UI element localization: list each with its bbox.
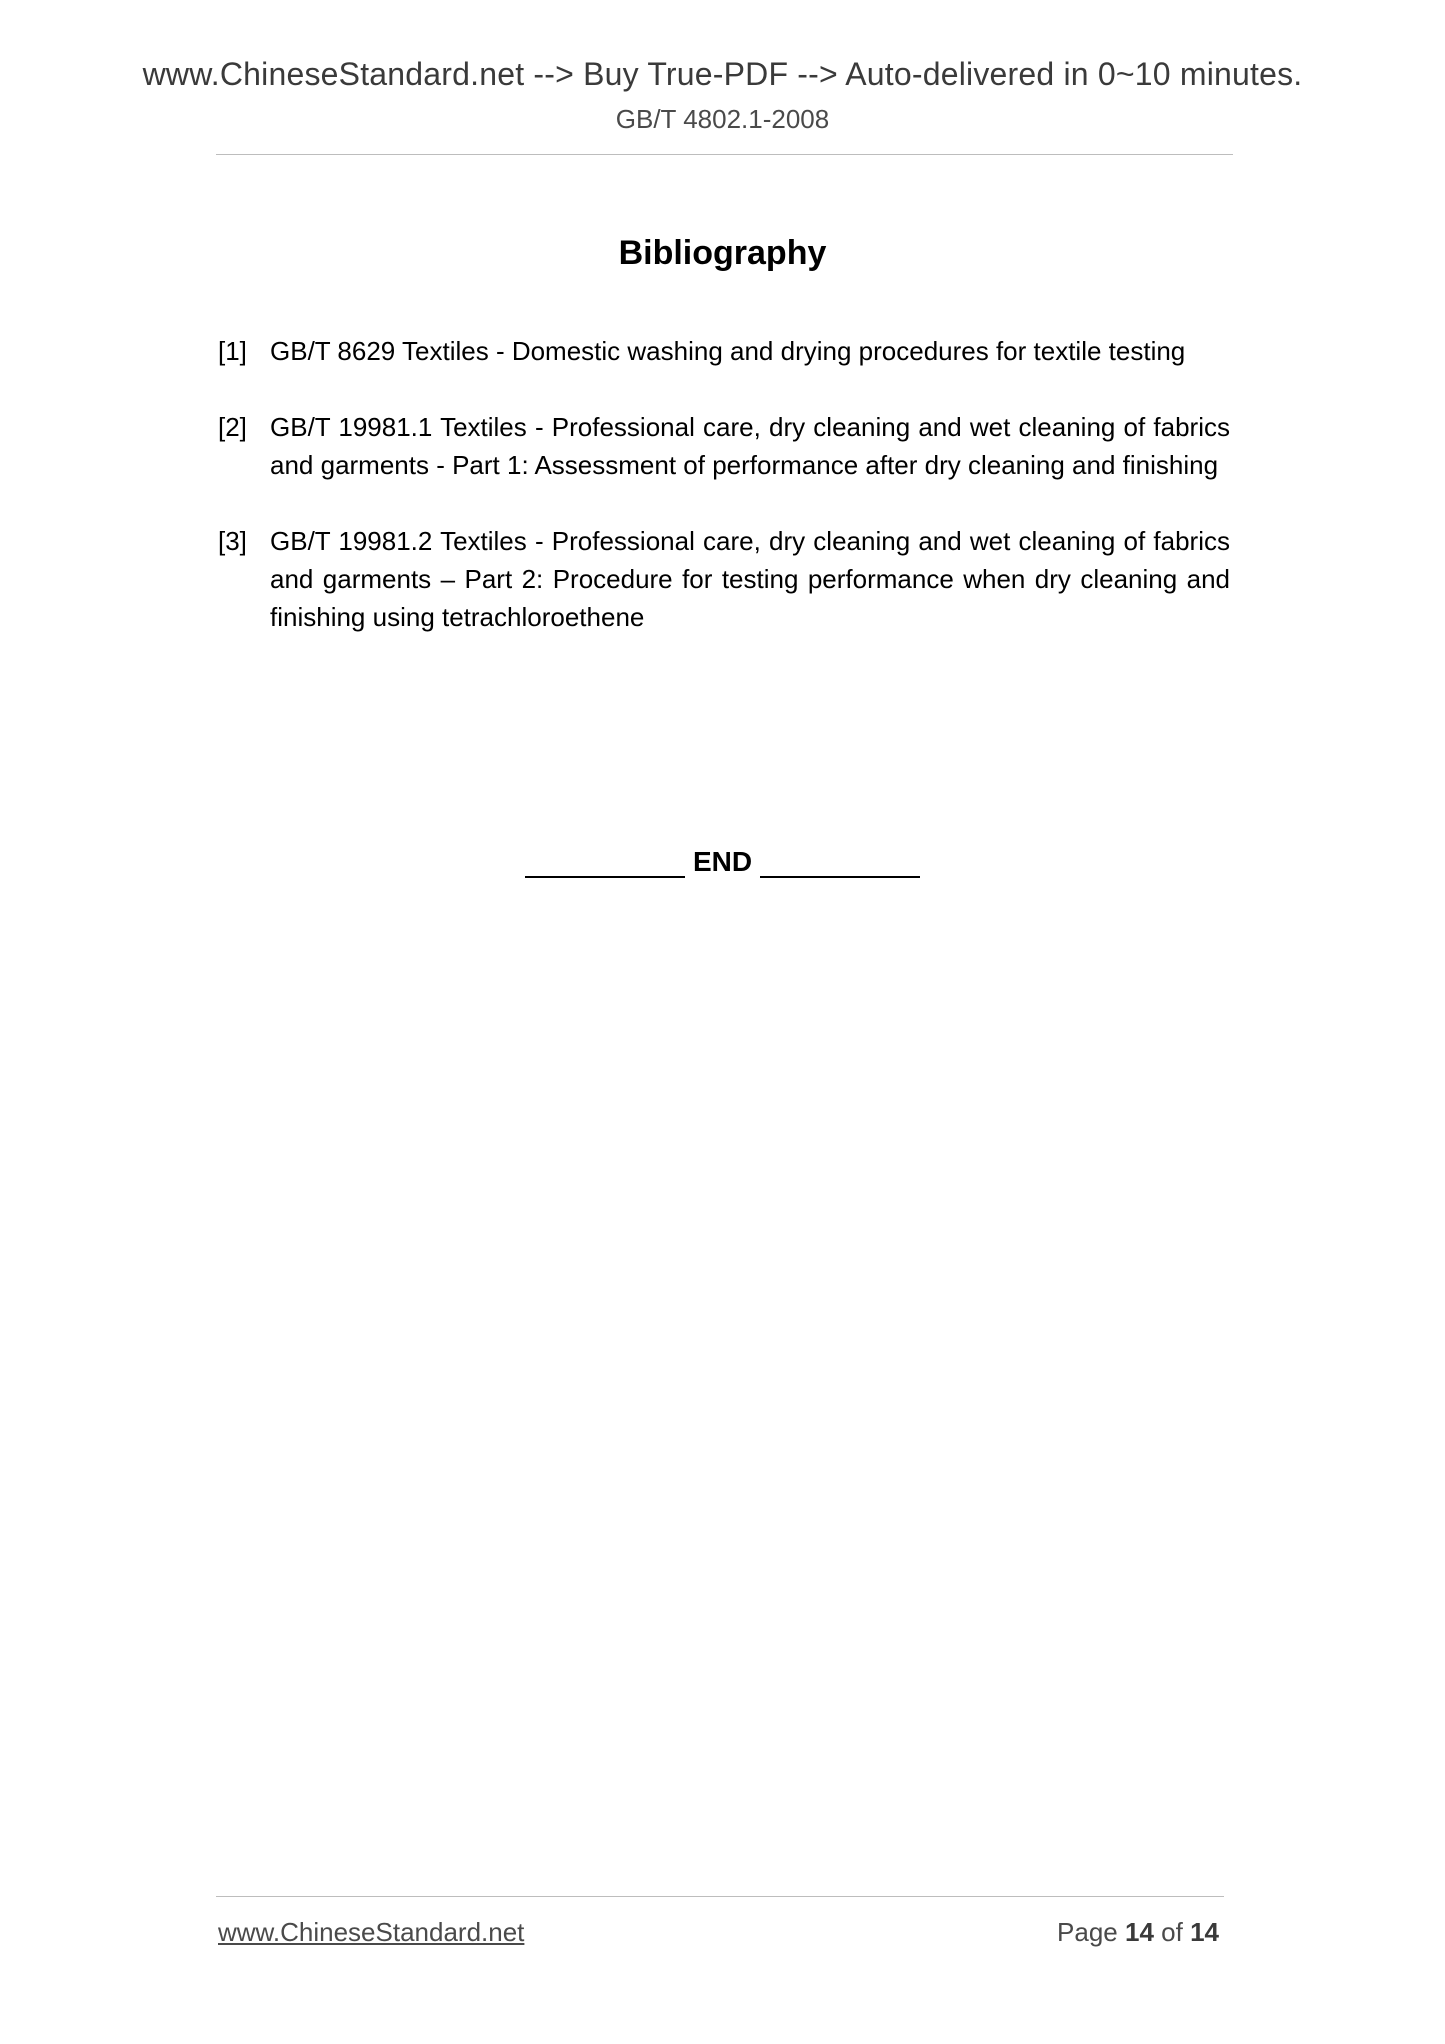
- page-number: [1057, 1917, 1219, 1948]
- page-title: Bibliography: [618, 234, 827, 272]
- reference-item: [218, 522, 1230, 636]
- reference-text: GB/T 8629 Textiles - Domestic washing and drying procedures for textile testing: [270, 336, 1186, 366]
- reference-text: GB/T 19981.1 Textiles - Professional care, dry cleaning and wet cleaning of fabrics and garments - Part 1: Assessment of performance after dry cleaning and finishing: [270, 412, 1230, 480]
- page-label: Page: [1057, 1917, 1118, 1947]
- footer-site-link[interactable]: www.ChineseStandard.net: [218, 1917, 525, 1947]
- end-rule-left: [525, 846, 685, 878]
- page-total: 14: [1190, 1917, 1219, 1947]
- page-current: 14: [1125, 1917, 1154, 1947]
- end-rule-right: [760, 846, 920, 878]
- reference-number: [1]: [218, 336, 247, 366]
- end-label: END: [692, 846, 753, 877]
- footer-divider: [216, 1896, 1224, 1897]
- page-of-label: of: [1161, 1917, 1183, 1947]
- site-banner: www.ChineseStandard.net --> Buy True-PDF --> Auto-delivered in 0~10 minutes.: [142, 56, 1303, 92]
- reference-number: [2]: [218, 412, 247, 442]
- reference-item: [218, 408, 1230, 484]
- reference-item: [218, 332, 1230, 370]
- reference-list: [218, 332, 1230, 674]
- header-divider: [216, 154, 1233, 155]
- document-code: GB/T 4802.1-2008: [615, 104, 830, 134]
- reference-number: [3]: [218, 526, 247, 556]
- end-marker: [0, 846, 1445, 878]
- reference-text: GB/T 19981.2 Textiles - Professional care, dry cleaning and wet cleaning of fabrics and garments – Part 2: Procedure for testing performance when dry cleaning and finishing using tetrachloroethene: [270, 526, 1230, 632]
